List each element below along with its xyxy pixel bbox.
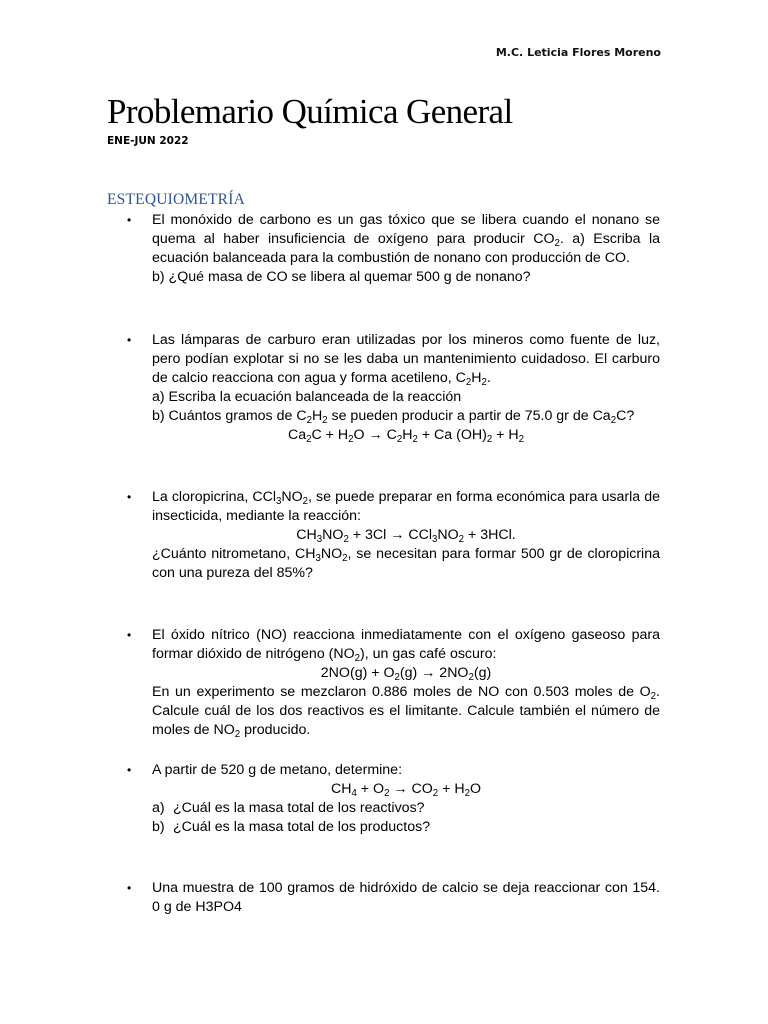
problem-3-question: ¿Cuánto nitrometano, $CH_3NO_2$, se necesitan para formar 500 gr de cloropicrina con una pureza del 85%? <box>152 546 660 581</box>
problem-5-subquestions <box>152 799 660 837</box>
problem-4-text: El óxido nítrico (NO) reacciona inmediatamente con el oxígeno gaseoso para formar dióxido de nitrógeno $(NO_2)$, un gas café oscuro: <box>152 627 660 664</box>
problem-1 <box>127 211 660 287</box>
author-name: M.C. Leticia Flores Moreno <box>495 46 661 59</box>
problem-6 <box>127 879 660 917</box>
problem-3-text: La cloropicrina, $CCl_3NO_2$, se puede preparar en forma económica para usarla de insecticida, mediante la reacción: <box>152 489 660 524</box>
problem-5 <box>127 761 660 837</box>
problem-5-question-a: a) ¿Cuál es la masa total de los reactivos? <box>152 800 425 816</box>
bullet-icon: • <box>127 490 132 504</box>
problem-6-text: Una muestra de 100 gramos de hidróxido de calcio se deja reaccionar con 154. 0 g de H3PO4 <box>152 880 660 915</box>
problem-2-equation: $Ca_2C + H_2O \to C_2H_2 + Ca$ $(OH)_2 + H_2$ <box>287 427 525 445</box>
problem-4 <box>127 626 660 740</box>
problem-5-question-b: b) ¿Cuál es la masa total de los productos? <box>152 819 431 835</box>
document-subtitle: ENE-JUN 2022 <box>107 135 189 147</box>
document-title: Problemario Química General <box>107 92 513 131</box>
problem-2 <box>127 331 660 445</box>
bullet-icon: • <box>127 333 132 347</box>
problem-5-equation: $CH_4 + O_2 \to CO_2 + H_2O$ <box>330 781 482 799</box>
bullet-icon: • <box>127 763 132 777</box>
problem-1-question-b: b) ¿Qué masa de CO se libera al quemar 500 g de nonano? <box>152 269 531 285</box>
problem-3-equation: $CH_3NO_2 + 3Cl \to CCl_3NO_2 + 3HCl$. <box>296 527 516 545</box>
bullet-icon: • <box>127 881 132 895</box>
problem-1-text: El monóxido de carbono es un gas tóxico que se libera cuando el nonano se quema al haber insuficiencia de oxígeno para producir $CO_2$. a) Escriba la ecuación balanceada para la combustión de nonano con producción de CO. <box>152 212 660 266</box>
problem-5-text: A partir de 520 g de metano, determine: <box>152 762 403 778</box>
section-heading: ESTEQUIOMETRÍA <box>107 191 245 208</box>
problem-2-question-a: a) Escriba la ecuación balanceada de la reacción <box>152 389 462 405</box>
problem-2-question-b: b) Cuántos gramos de $C_2H_2$ se pueden producir a partir de 75.0 gr de $Ca_2C$? <box>152 408 635 426</box>
problem-2-text: Las lámparas de carburo eran utilizadas por los mineros como fuente de luz, pero podían explotar si no se les daba un mantenimiento cuidadoso. El carburo de calcio reacciona con agua y forma acetileno, $C_2H_2$. <box>152 332 660 388</box>
problem-4-question: En un experimento se mezclaron 0.886 moles de NO con 0.503 moles de $O_2$. Calcule cuál de los dos reactivos es el limitante. Calcule también el número de moles de $NO_2$ producido. <box>152 684 660 740</box>
bullet-icon: • <box>127 213 132 227</box>
problem-4-equation: $2NO(g) + O_2(g) \to 2NO_2(g)$ <box>320 665 492 683</box>
problem-3 <box>127 488 660 583</box>
bullet-icon: • <box>127 628 132 642</box>
